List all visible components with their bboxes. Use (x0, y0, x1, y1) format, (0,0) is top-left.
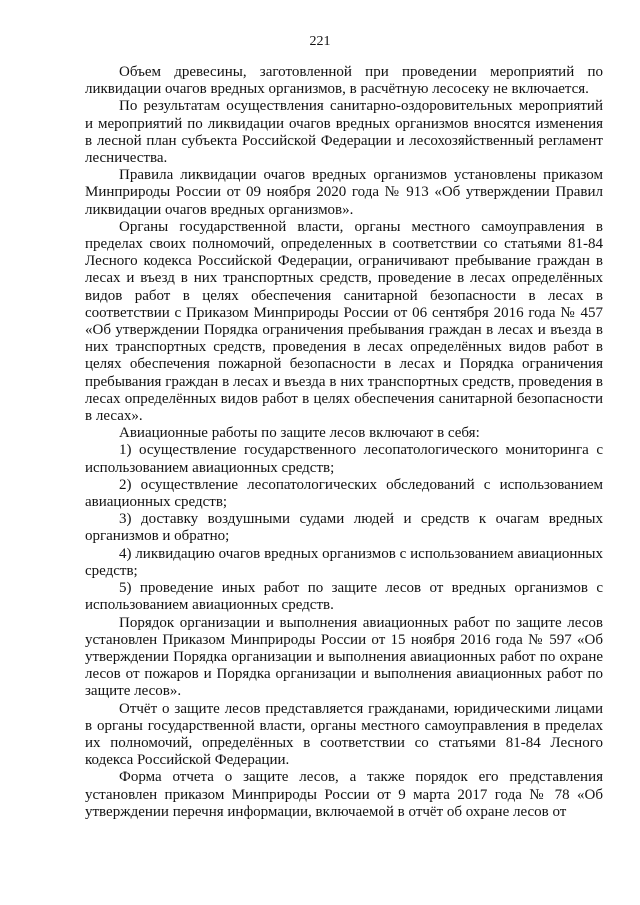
paragraph: Авиационные работы по защите лесов включают в себя: (119, 425, 480, 442)
list-item: 5) проведение иных работ по защите лесов от вредных организмов с использованием авиационных средств. (85, 580, 603, 614)
page-number: 221 (309, 34, 331, 49)
paragraph: Объем древесины, заготовленной при проведении мероприятий по ликвидации очагов вредных организмов, в расчётную лесосеку не включается. (85, 64, 603, 98)
paragraph: Правила ликвидации очагов вредных организмов установлены приказом Минприроды России от 09 ноября 2020 года № 913 «Об утверждении Правил ликвидации очагов вредных организмов». (85, 167, 603, 218)
paragraph: Отчёт о защите лесов представляется гражданами, юридическими лицами в органы государственной власти, органы местного самоуправления в пределах их полномочий, определённых в соответствии со статьями 81-84 Лесного кодекса Российской Федерации. (85, 700, 603, 769)
list-item: 3) доставку воздушными судами людей и средств к очагам вредных организмов и обратно; (85, 511, 603, 545)
list-item: 1) осуществление государственного лесопатологического мониторинга с использованием авиационных средств; (85, 442, 603, 476)
paragraph: Форма отчета о защите лесов, а также порядок его представления установлен приказом Минприроды России от 9 марта 2017 года № 78 «Об утверждении перечня информации, включаемой в отчёт об охране лесов от (85, 769, 603, 820)
list-item: 4) ликвидацию очагов вредных организмов с использованием авиационных средств; (85, 545, 603, 579)
paragraph: По результатам осуществления санитарно-оздоровительных мероприятий и мероприятий по ликвидации очагов вредных организмов вносятся изменения в лесной план субъекта Российской Федерации и лесохозяйственный регламент лесничества. (85, 98, 603, 167)
paragraph: Органы государственной власти, органы местного самоуправления в пределах своих полномочий, определенных в соответствии со статьями 81-84 Лесного кодекса Российской Федерации, ограничивают пребывание граждан в лесах и въезд в них транспортных средств, проведение в лесах определённых видов работ в целях обеспечения санитарной безопасности в лесах в соответствии с Приказом Минприроды России от 06 сентября 2016 года № 457 «Об утверждении Порядка ограничения пребывания граждан в лесах и въезда в них транспортных средств, проведения в лесах определённых видов работ в целях обеспечения пожарной безопасности в лесах и Порядка ограничения пребывания граждан в лесах и въезда в них транспортных средств, проведения в лесах определённых видов работ в целях обеспечения санитарной безопасности в лесах». (85, 218, 603, 425)
list-item: 2) осуществление лесопатологических обследований с использованием авиационных средств; (85, 476, 603, 511)
paragraph: Порядок организации и выполнения авиационных работ по защите лесов установлен Приказом Минприроды России от 15 ноября 2016 года № 597 «Об утверждении Порядка организации и выполнения авиационных работ по охране лесов от пожаров и Порядка организации и выполнения авиационных работ по защите лесов». (85, 614, 603, 700)
document-body (85, 64, 603, 821)
